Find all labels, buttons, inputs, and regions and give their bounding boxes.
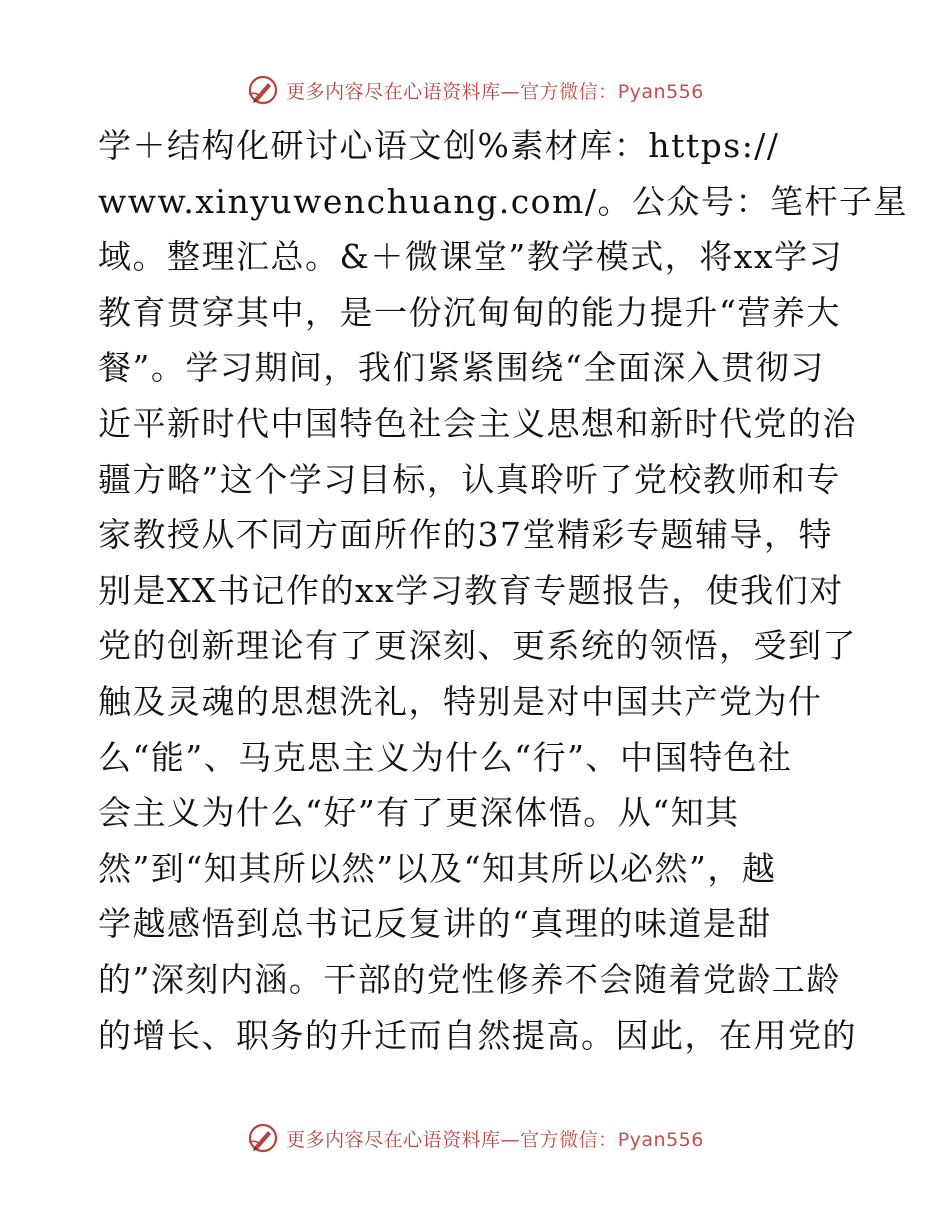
body-line: 疆方略”这个学习目标，认真聆听了党校教师和专 [98,459,841,499]
body-line: 教育贯穿其中，是一份沉甸甸的能力提升“营养大 [98,292,841,332]
body-line: 学＋结构化研讨心语文创%素材库：https:// [98,126,780,165]
body-line: 别是XX书记作的xx学习教育专题报告，使我们对 [98,570,844,610]
body-line: 近平新时代中国特色社会主义思想和新时代党的治 [98,403,857,443]
body-line: 的”深刻内涵。干部的党性修养不会随着党龄工龄 [98,959,841,999]
body-line: 家教授从不同方面所作的37堂精彩专题辅导，特 [98,515,833,555]
body-line: 域。整理汇总。&＋微课堂”教学模式，将xx学习 [98,237,843,277]
header-watermark [0,72,950,108]
body-line: www.xinyuwenchuang.com/。公众号：笔杆子星 [98,181,908,221]
body-line: 学越感悟到总书记反复讲的“真理的味道是甜 [98,904,772,944]
pen-logo-icon [246,73,280,107]
document-body [98,118,908,1063]
body-line: 会主义为什么“好”有了更深体悟。从“知其 [98,793,740,833]
footer-watermark [0,1120,950,1156]
body-line: 党的创新理论有了更深刻、更系统的领悟，受到了 [98,626,857,666]
body-line: 然”到“知其所以然”以及“知其所以必然”，越 [98,848,777,888]
pen-logo-icon [246,1121,280,1155]
body-line: 触及灵魂的思想洗礼，特别是对中国共产党为什 [98,681,823,721]
body-line: 餐”。学习期间，我们紧紧围绕“全面深入贯彻习 [98,348,825,388]
body-line: 么“能”、马克思主义为什么“行”、中国特色社 [98,737,793,777]
watermark-text: 更多内容尽在心语资料库—官方微信：Pyan556 [286,1128,704,1151]
body-line: 的增长、职务的升迁而自然提高。因此，在用党的 [98,1015,857,1055]
watermark-text: 更多内容尽在心语资料库—官方微信：Pyan556 [286,80,704,103]
